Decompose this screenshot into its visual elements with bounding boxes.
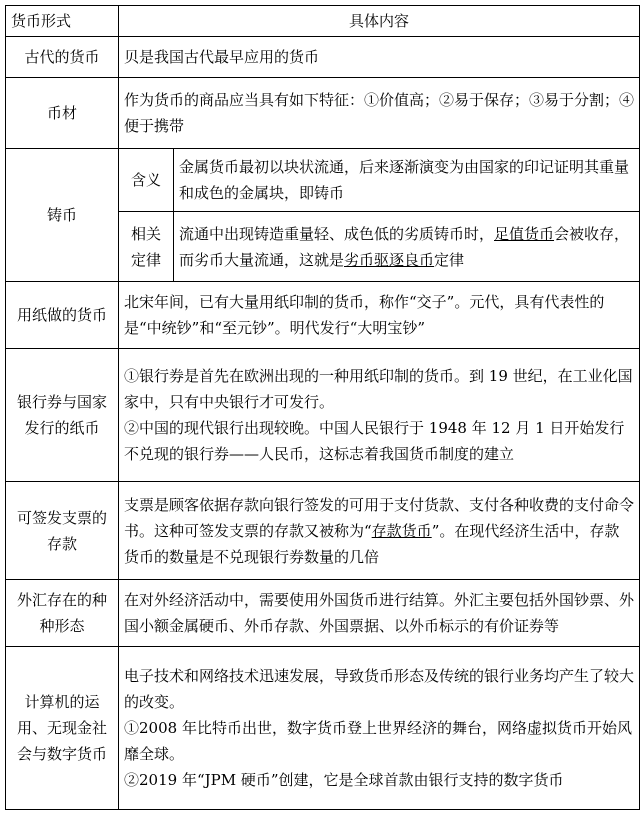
row-paper <box>6 282 640 349</box>
row-content <box>119 647 640 810</box>
row-label: 铸币 <box>6 149 119 282</box>
row-content: 在对外经济活动中，需要使用外国货币进行结算。外汇主要包括外国钞票、外国小额金属硬币、外币存款、外国票据、以外币标示的有价证券等 <box>119 580 640 647</box>
row-content: 贝是我国古代最早应用的货币 <box>119 37 640 78</box>
row-label: 银行券与国家发行的纸币 <box>6 349 119 482</box>
row-content <box>119 349 640 482</box>
law-text-3: 定律 <box>434 250 465 269</box>
deposit-text-2: ”。在现代经济生活中，存款货币的数量是不兑现银行券数量的几倍 <box>124 521 620 566</box>
header-form: 货币形式 <box>6 6 119 37</box>
underlined-term: 存款货币 <box>371 521 432 540</box>
row-material <box>6 78 640 149</box>
row-banknote <box>6 349 640 482</box>
paragraph: ①银行券是首先在欧洲出现的一种用纸印制的货币。到 19 世纪，在工业化国家中，只有中央银行才可发行。 <box>124 367 633 411</box>
underlined-term: 足值货币 <box>494 224 555 243</box>
row-label: 币材 <box>6 78 119 149</box>
row-label: 用纸做的货币 <box>6 282 119 349</box>
header-row <box>6 6 640 37</box>
row-label: 计算机的运用、无现金社会与数字货币 <box>6 647 119 810</box>
header-content: 具体内容 <box>119 6 640 37</box>
row-content: 北宋年间，已有大量用纸印制的货币，称作“交子”。元代，具有代表性的是“中统钞”和“至元钞”。明代发行“大明宝钞” <box>119 282 640 349</box>
law-text-1: 流通中出现铸造重量轻、成色低的劣质铸币时， <box>179 224 495 243</box>
paragraph: ②中国的现代银行出现较晚。中国人民银行于 1948 年 12 月 1 日开始发行不兑现的银行券——人民币，这标志着我国货币制度的建立 <box>124 419 625 463</box>
row-digital <box>6 647 640 810</box>
row-content: 金属货币最初以块状流通，后来逐渐演变为由国家的印记证明其重量和成色的金属块，即铸币 <box>174 149 640 212</box>
row-label: 外汇存在的种种形态 <box>6 580 119 647</box>
law-text-2: 会被收存，而劣币大量流通，这就是 <box>179 224 630 269</box>
underlined-term: 劣币驱逐良币 <box>344 250 435 269</box>
paragraph: 电子技术和网络技术迅速发展，导致货币形态及传统的银行业务均产生了较大的改变。 <box>124 667 635 711</box>
paragraph: ②2019 年“JPM 硬币”创建，它是全球首款由银行支持的数字货币 <box>124 771 564 789</box>
row-label: 可签发支票的存款 <box>6 482 119 580</box>
currency-forms-table <box>5 5 640 810</box>
row-deposit <box>6 482 640 580</box>
paragraph: ①2008 年比特币出世，数字货币登上世界经济的舞台，网络虚拟货币开始风靡全球。 <box>124 719 632 763</box>
row-label: 古代的货币 <box>6 37 119 78</box>
deposit-text-1: 支票是顾客依据存款向银行签发的可用于支付货款、支付各种收费的支付命令书。这种可签发支票的存款又被称为“ <box>124 495 635 540</box>
sub-label-law: 相关定律 <box>119 212 174 282</box>
row-coin-meaning <box>6 149 640 212</box>
row-content: 作为货币的商品应当具有如下特征：①价值高；②易于保存；③易于分割；④便于携带 <box>119 78 640 149</box>
sub-label-meaning: 含义 <box>119 149 174 212</box>
row-content <box>119 482 640 580</box>
row-ancient <box>6 37 640 78</box>
row-forex <box>6 580 640 647</box>
row-content <box>174 212 640 282</box>
